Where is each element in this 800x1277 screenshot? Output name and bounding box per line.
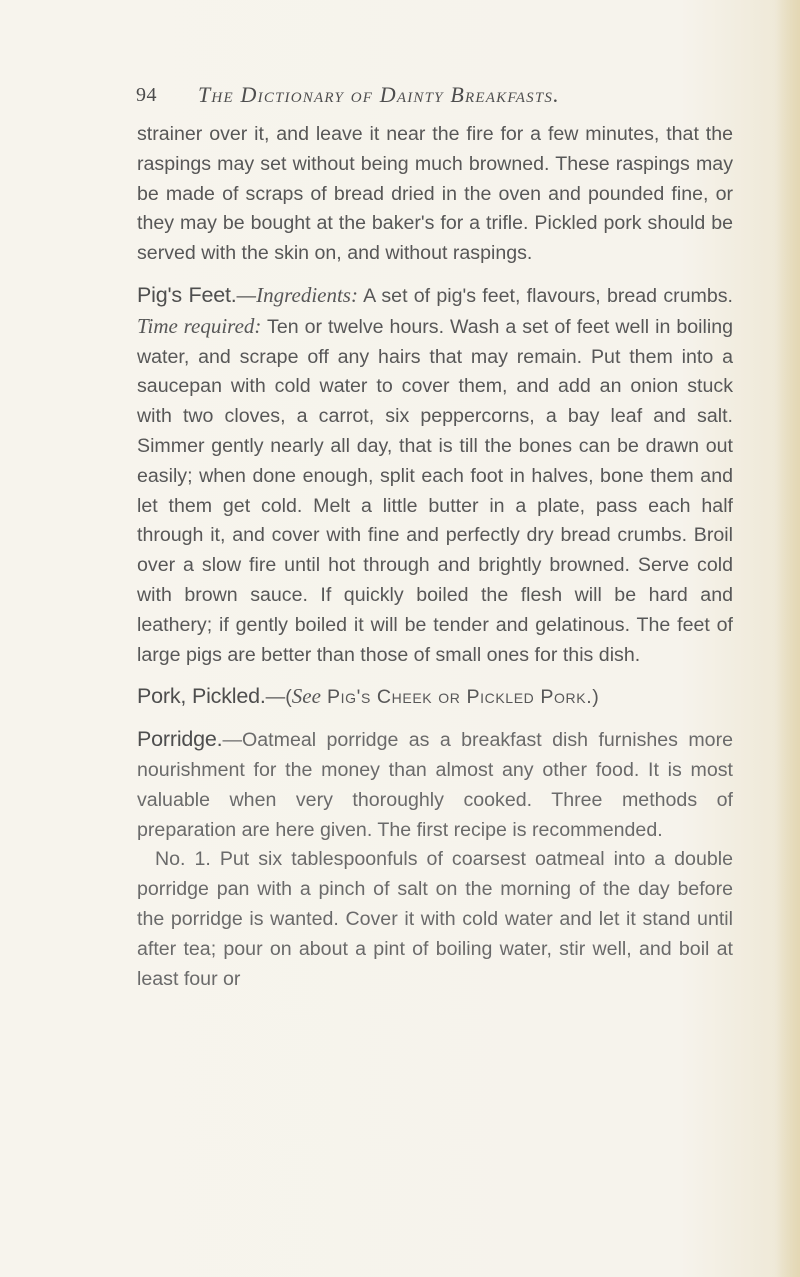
- see-label: See: [291, 684, 321, 709]
- continuation-paragraph: strainer over it, and leave it near the fire for a few minutes, that the raspings may set without being much browned. These raspings may be made of scraps of bread dried in the oven and pounded fine, or they may be bought at the baker's for a trifle. Pickled pork should be served with the skin on, and without raspings.: [137, 123, 733, 265]
- dash: —: [222, 729, 243, 752]
- time-label: Time required:: [137, 313, 262, 338]
- dash: —(: [265, 686, 292, 709]
- entry-porridge: [137, 725, 733, 845]
- entry-body: Ten or twelve hours. Wash a set of feet well in boiling water, and scrape off any hairs that may remain. Put them into a saucepan with cold water to cover them, and add an onion stuck with two cloves, a carrot, six peppercorns, a bay leaf and salt. Simmer gently nearly all day, that is till the bones can be drawn out easily; when done enough, split each foot in halves, bone them and let them get cold. Melt a little butter in a plate, pass each half through it, and cover with fine and perfectly dry bread crumbs. Broil over a slow fire until hot through and brightly browned. Serve cold with brown sauce. If quickly boiled the flesh will be hard and leathery; if gently boiled it will be tender and gelatinous. The feet of large pigs are better than those of small ones for this dish.: [137, 315, 733, 666]
- entry-pork-pickled: [137, 682, 733, 713]
- dash: —: [236, 284, 257, 307]
- page-edge-stain: [774, 0, 800, 1277]
- cross-reference: Pig's Cheek or Pickled Pork.): [320, 686, 600, 709]
- ingredients-text: A set of pig's feet, flavours, bread crumbs.: [357, 284, 734, 307]
- porridge-method-1: No. 1. Put six tablespoonfuls of coarsest oatmeal into a double porridge pan with a pinch of salt on the morning of the day before the porridge is wanted. Cover it with cold water and let it stand until after tea; pour on about a pint of boiling water, stir well, and boil at least four or: [137, 848, 733, 990]
- page-header: [136, 76, 736, 116]
- ingredients-label: Ingredients:: [256, 282, 358, 307]
- entry-body: Oatmeal porridge as a breakfast dish furnishes more nourishment for the money than almost any other food. It is most valuable when very thoroughly cooked. Three methods of preparation are here given. The first recipe is recommended.: [137, 729, 733, 841]
- spacer: [137, 670, 733, 682]
- entry-pigs-feet: [137, 281, 733, 670]
- entry-heading: Porridge.: [137, 727, 223, 752]
- entry-heading: Pork, Pickled.: [137, 684, 266, 709]
- spacer: [137, 269, 733, 281]
- body-text: [137, 120, 733, 994]
- page-number: 94: [136, 84, 157, 106]
- entry-heading: Pig's Feet.: [137, 282, 237, 307]
- spacer: [137, 713, 733, 725]
- running-title: The Dictionary of Dainty Breakfasts.: [198, 82, 560, 107]
